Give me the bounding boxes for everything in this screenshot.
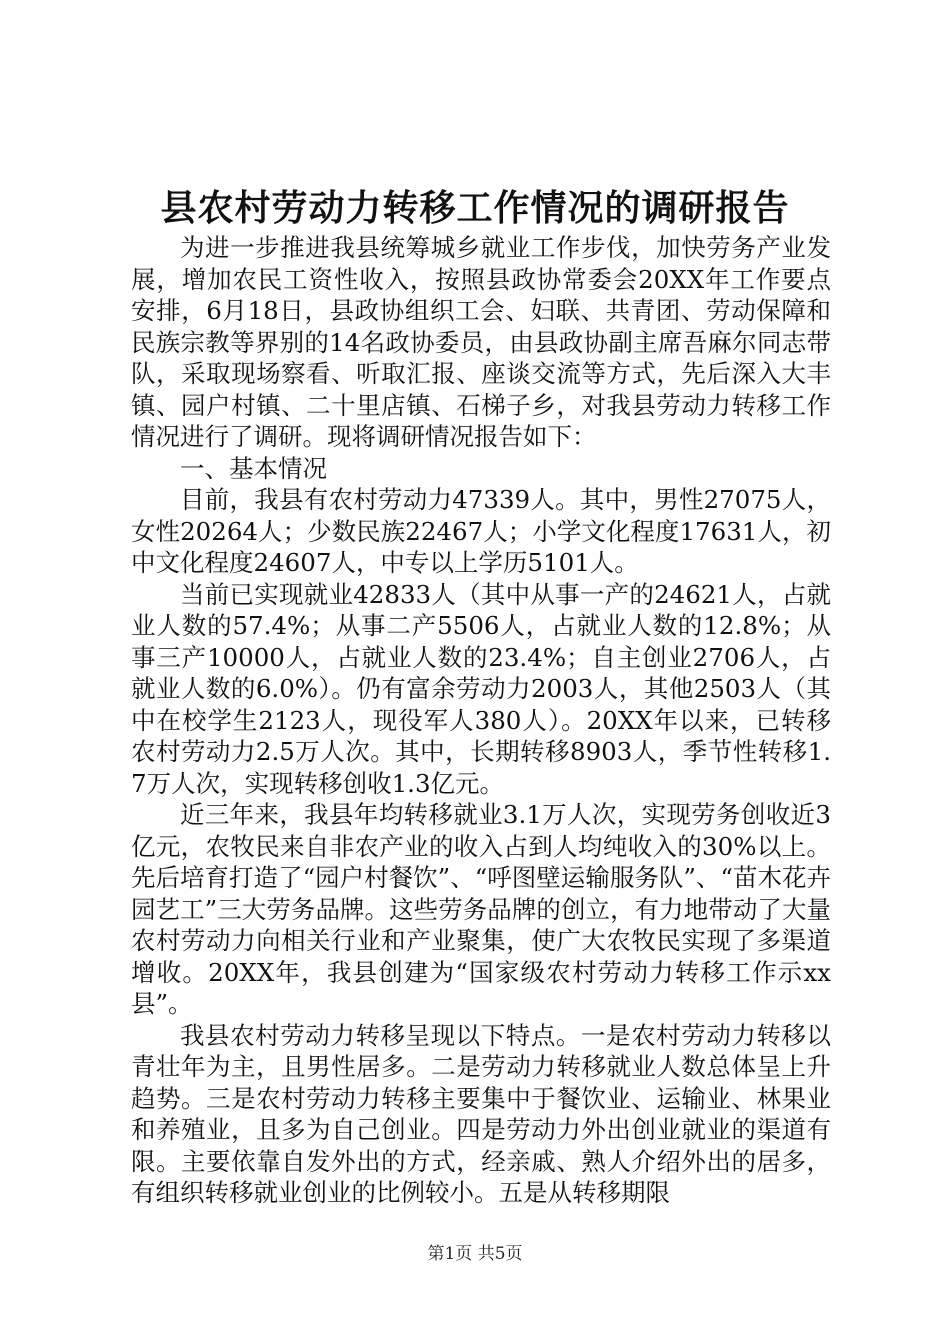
document-title: 县农村劳动力转移工作情况的调研报告 bbox=[160, 187, 790, 229]
page-number-footer: 第1页 共5页 bbox=[427, 1244, 523, 1264]
paragraph-employment: 当前已实现就业42833人（其中从事一产的24621人，占就业人数的57.4%；从事二产5506人，占就业人数的12.8%；从事三产10000人，占就业人数的23.4%；自主创业2706人，占就业人数的6.0%）。仍有富余劳动力2003人，其他2503人（其中在校学生2123人，现役军人380人）。20XX年以来，已转移农村劳动力2.5万人次。其中，长期转移8903人，季节性转移1.7万人次，实现转移创收1.3亿元。 bbox=[131, 579, 831, 798]
section-heading-basic-situation: 一、基本情况 bbox=[180, 453, 327, 483]
paragraph-intro: 为进一步推进我县统筹城乡就业工作步伐，加快劳务产业发展，增加农民工资性收入，按照县政协常委会20XX年工作要点安排，6月18日，县政协组织工会、妇联、共青团、劳动保障和民族宗教等界别的14名政协委员，由县政协副主席吾麻尔同志带队，采取现场察看、听取汇报、座谈交流等方式，先后深入大丰镇、园户村镇、二十里店镇、石梯子乡，对我县劳动力转移工作情况进行了调研。现将调研情况报告如下： bbox=[131, 233, 831, 451]
paragraph-characteristics: 我县农村劳动力转移呈现以下特点。一是农村劳动力转移以青壮年为主，且男性居多。二是劳动力转移就业人数总体呈上升趋势。三是农村劳动力转移主要集中于餐饮业、运输业、林果业和养殖业，且多为自己创业。四是劳动力外出创业就业的渠道有限。主要依靠自发外出的方式，经亲戚、熟人介绍外出的居多，有组织转移就业创业的比例较小。五是从转移期限 bbox=[131, 1020, 831, 1207]
paragraph-three-years: 近三年来，我县年均转移就业3.1万人次，实现劳务创收近3亿元，农牧民来自非农产业的收入占到人均纯收入的30%以上。先后培育打造了“园户村餐饮”、“呼图壁运输服务队”、“苗木花卉园艺工”三大劳务品牌。这些劳务品牌的创立，有力地带动了大量农村劳动力向相关行业和产业聚集，使广大农牧民实现了多渠道增收。20XX年，我县创建为“国家级农村劳动力转移工作示xx县”。 bbox=[131, 800, 831, 1018]
paragraph-labor-force: 目前，我县有农村劳动力47339人。其中，男性27075人，女性20264人；少数民族22467人；小学文化程度17631人，初中文化程度24607人，中专以上学历5101人。 bbox=[131, 485, 831, 577]
document-body bbox=[131, 232, 831, 1209]
